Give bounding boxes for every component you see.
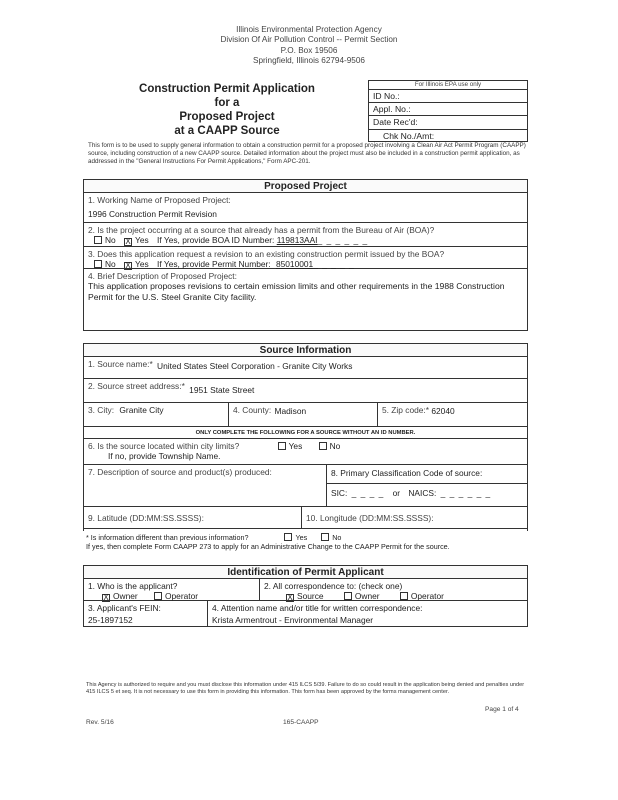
title-line-2: for a <box>214 97 240 109</box>
who-is-applicant <box>84 579 260 600</box>
intro-text: This form is to be used to supply general information to obtain a construction permit for a proposed project involving a Clean Air Act Permit Program (CAAPP) source, including construction of a new CAAPP source. Detailed information about the project must also be included in a construction permit application, as addressed in the "General Instructions For Permit Applications," Form APC-201. <box>88 142 526 165</box>
title-line-3: Proposed Project <box>179 111 275 123</box>
working-name-field[interactable] <box>84 193 527 223</box>
fein-label: 3. Applicant's FEIN: <box>88 603 161 613</box>
zip-value: 62040 <box>431 406 455 416</box>
corr-source-checkbox[interactable]: X <box>287 593 293 602</box>
disclosure-text: This Agency is authorized to require and you must disclose this information under 415 ILCS 5/39. Failure to do so could result in the application being denied and penalties under 415 ILCS 5 et seq. It is not necessary to use this form in providing this information. This form has been approved by the forms management center. <box>86 682 525 695</box>
county-field[interactable] <box>229 403 378 426</box>
source-address-field[interactable] <box>84 379 527 403</box>
sic-input[interactable]: _ _ _ _ <box>351 488 385 498</box>
epa-id-no[interactable]: ID No.: <box>369 90 527 103</box>
different-info-yes-checkbox[interactable] <box>284 533 292 541</box>
revision-question-label: 3. Does this application request a revision to an existing construction permit issued by the BOA? <box>88 249 445 259</box>
county-value: Madison <box>274 406 307 416</box>
or-label: or <box>392 488 401 498</box>
fein-field[interactable] <box>84 601 208 626</box>
source-name-field[interactable] <box>84 357 527 379</box>
zip-label: 5. Zip code:* <box>382 405 430 415</box>
source-address-label: 2. Source street address:* <box>88 381 185 391</box>
different-info-no-checkbox[interactable] <box>321 533 329 541</box>
different-info-label: * Is information different than previous information? <box>86 533 249 542</box>
city-label: 3. City: <box>88 405 115 415</box>
county-label: 4. County: <box>233 405 272 415</box>
applicant-title: Identification of Permit Applicant <box>84 566 527 579</box>
form-273-instruction: If yes, then complete Form CAAPP 273 to apply for an Administrative Change to the CAAPP Permit for the source. <box>86 542 450 551</box>
description-classification-row <box>84 465 527 507</box>
city-limits-question <box>84 439 527 465</box>
township-label: If no, provide Township Name. <box>108 451 221 461</box>
applicant-operator-checkbox[interactable] <box>154 592 162 600</box>
agency-name: Illinois Environmental Protection Agency <box>236 25 382 34</box>
zip-field[interactable] <box>378 403 527 426</box>
city-limits-no-label: No <box>329 441 341 451</box>
longitude-field[interactable] <box>302 507 527 528</box>
applicant-operator-label: Operator <box>165 591 199 601</box>
source-address-value: 1951 State Street <box>189 385 255 395</box>
form-title <box>98 82 356 138</box>
q3-yes-checkbox[interactable]: X <box>125 261 131 270</box>
fein-value: 25-1897152 <box>88 615 133 625</box>
agency-division: Division Of Air Pollution Control -- Permit Section <box>220 35 398 45</box>
city-county-zip-row <box>84 403 527 427</box>
applicant-row-2 <box>84 601 527 626</box>
sic-label: SIC: <box>331 488 348 498</box>
lat-long-row <box>84 507 527 529</box>
latitude-field[interactable] <box>84 507 302 528</box>
applicant-owner-label: Owner <box>113 591 138 601</box>
classification-label: 8. Primary Classification Code of source: <box>327 465 527 484</box>
q2-yes-label: Yes <box>135 235 149 245</box>
different-info-no-label: No <box>332 533 342 542</box>
corr-operator-checkbox[interactable] <box>400 592 408 600</box>
epa-date-recd[interactable]: Date Rec'd: <box>369 116 527 129</box>
longitude-label: 10. Longitude (DD:MM:SS.SSSS): <box>306 513 434 523</box>
different-info-yes-label: Yes <box>295 533 308 542</box>
boa-id-label: If Yes, provide BOA ID Number: <box>157 235 275 245</box>
q3-no-checkbox[interactable] <box>94 260 102 268</box>
source-info-title: Source Information <box>84 344 527 357</box>
permit-number-label: If Yes, provide Permit Number: <box>157 259 271 269</box>
city-field[interactable] <box>84 403 229 426</box>
epa-use-header: For Illinois EPA use only <box>369 81 527 90</box>
boa-id-value[interactable]: 119813AAI <box>276 235 318 245</box>
sic-naics-row <box>327 484 527 502</box>
correspondence-label: 2. All correspondence to: (check one) <box>264 581 403 591</box>
description-value: This application proposes revisions to certain emission limits and other requirements in the 1988 Construction Permit for the U.S. Steel Granite City facility. <box>88 281 505 302</box>
attention-label: 4. Attention name and/or title for written correspondence: <box>212 603 423 613</box>
q2-no-label: No <box>105 235 116 245</box>
different-info-question <box>86 533 526 551</box>
source-description-field[interactable] <box>84 465 327 506</box>
agency-header <box>0 25 618 66</box>
classification-cell <box>327 465 527 506</box>
corr-operator-label: Operator <box>410 591 444 601</box>
q2-no-checkbox[interactable] <box>94 236 102 244</box>
source-name-label: 1. Source name:* <box>88 359 153 369</box>
city-limits-label: 6. Is the source located within city limits? <box>88 441 240 451</box>
project-description-field[interactable] <box>84 269 527 329</box>
epa-chk-no[interactable]: Chk No./Amt: <box>383 130 435 141</box>
agency-city: Springfield, Illinois 62794-9506 <box>253 55 365 65</box>
epa-appl-no[interactable]: Appl. No.: <box>369 103 527 116</box>
who-applicant-label: 1. Who is the applicant? <box>88 581 178 591</box>
source-description-label: 7. Description of source and product(s) produced: <box>88 467 272 477</box>
naics-label: NAICS: <box>408 488 437 498</box>
city-limits-yes-checkbox[interactable] <box>278 442 286 450</box>
form-number: 165-CAAPP <box>283 719 319 726</box>
permit-number-value[interactable]: 85010001 <box>275 259 314 269</box>
applicant-owner-checkbox[interactable]: X <box>103 593 109 602</box>
q3-yes-label: Yes <box>135 259 149 269</box>
corr-owner-label: Owner <box>354 591 380 601</box>
q3-no-label: No <box>105 259 116 269</box>
latitude-label: 9. Latitude (DD:MM:SS.SSSS): <box>88 513 204 523</box>
description-label: 4. Brief Description of Proposed Project: <box>88 271 237 281</box>
working-name-value: 1996 Construction Permit Revision <box>88 209 217 219</box>
city-value: Granite City <box>119 405 164 415</box>
source-information-section <box>83 343 528 531</box>
no-id-notice: ONLY COMPLETE THE FOLLOWING FOR A SOURCE WITHOUT AN ID NUMBER. <box>84 427 527 439</box>
title-line-4: at a CAAPP Source <box>174 125 280 137</box>
corr-source-label: Source <box>297 591 324 601</box>
attention-value: Krista Armentrout - Environmental Manager <box>212 615 374 625</box>
revision-date: Rev. 5/16 <box>86 719 114 726</box>
boa-permit-question: 2. Is the project occurring at a source that already has a permit from the Bureau of Air (BOA)? No X Yes If Yes, provide BOA ID Number: 119813AAI_ _ _ _ _ _ <box>84 223 527 247</box>
page-number: Page 1 of 4 <box>485 706 519 713</box>
proposed-project-title: Proposed Project <box>84 180 527 193</box>
attention-field[interactable] <box>208 601 527 626</box>
permit-revision-question: 3. Does this application request a revision to an existing construction permit issued by the BOA? No X Yes If Yes, provide Permit Number: 85010001_ _ _ _ _ <box>84 247 527 269</box>
city-limits-yes-label: Yes <box>288 441 303 451</box>
proposed-project-section <box>83 179 528 331</box>
working-name-label: 1. Working Name of Proposed Project: <box>88 195 231 205</box>
applicant-section <box>83 565 528 627</box>
correspondence-to <box>260 579 527 600</box>
title-line-1: Construction Permit Application <box>139 83 315 95</box>
agency-pobox: P.O. Box 19506 <box>280 45 338 55</box>
applicant-row-1 <box>84 579 527 601</box>
naics-input[interactable]: _ _ _ _ _ _ <box>440 488 492 498</box>
boa-question-label: 2. Is the project occurring at a source that already has a permit from the Bureau of Air (BOA)? <box>88 225 435 235</box>
source-name-value: United States Steel Corporation - Granite City Works <box>157 361 353 371</box>
epa-use-box <box>368 80 528 142</box>
q2-yes-checkbox[interactable]: X <box>125 237 131 246</box>
corr-owner-checkbox[interactable] <box>344 592 352 600</box>
city-limits-no-checkbox[interactable] <box>319 442 327 450</box>
